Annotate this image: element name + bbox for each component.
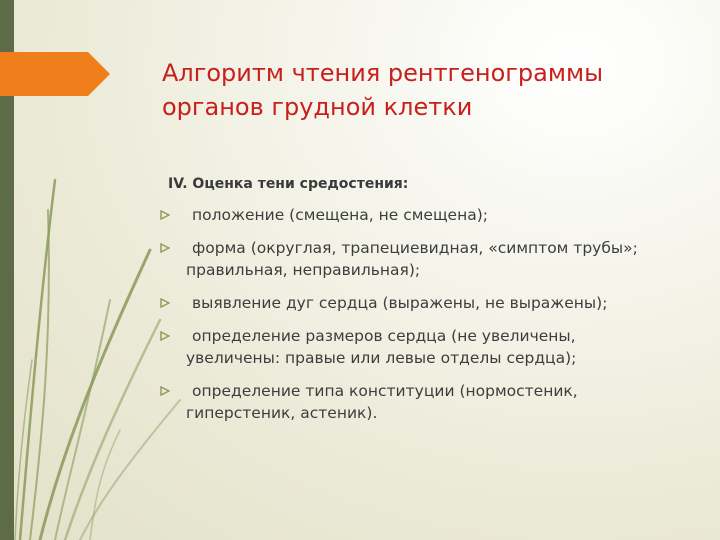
- bullet-text: определение размеров сердца (не увеличены, увеличены: правые или левые отделы сердца);: [186, 327, 577, 367]
- list-item: [160, 380, 660, 424]
- arrow-bullet-icon: [160, 386, 170, 396]
- arrow-bullet-icon: [160, 331, 170, 341]
- list-item: [160, 292, 660, 314]
- bullet-text: форма (округлая, трапециевидная, «симптом трубы»; правильная, неправильная);: [186, 239, 638, 279]
- orange-arrow-tab-icon: [0, 52, 110, 96]
- bullet-list: [160, 204, 660, 435]
- slide-title-line-2: органов грудной клетки: [162, 93, 473, 121]
- bullet-text: выявление дуг сердца (выражены, не выражены);: [192, 294, 608, 312]
- slide-title: [162, 56, 682, 124]
- bullet-text: положение (смещена, не смещена);: [192, 206, 488, 224]
- section-heading: IV. Оценка тени средостения:: [168, 176, 409, 192]
- bullet-text: определение типа конституции (нормостеник, гиперстеник, астеник).: [186, 382, 578, 422]
- list-item: [160, 204, 660, 226]
- slide-title-line-1: Алгоритм чтения рентгенограммы: [162, 59, 604, 87]
- list-item: [160, 325, 660, 369]
- list-item: [160, 237, 660, 281]
- arrow-bullet-icon: [160, 210, 170, 220]
- arrow-bullet-icon: [160, 243, 170, 253]
- arrow-bullet-icon: [160, 298, 170, 308]
